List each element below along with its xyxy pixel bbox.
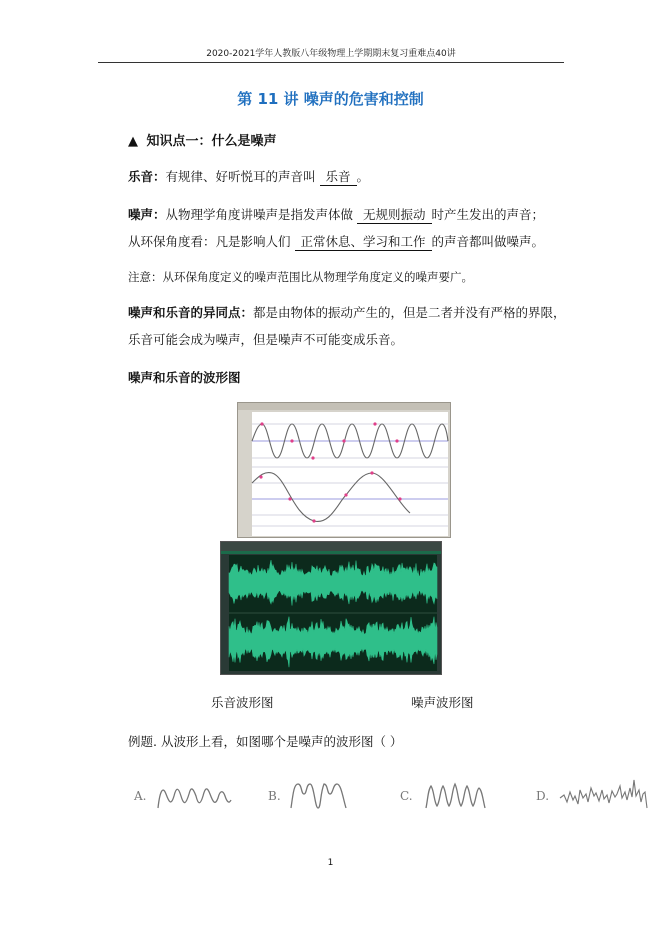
header-rule [98,62,564,63]
waveform-heading: 噪声和乐音的波形图 [128,370,241,385]
answer-options [128,768,648,820]
option-c-wave [426,784,485,808]
music-blank: 乐音 [320,169,357,186]
music-definition [128,163,568,190]
option-a-wave [158,789,231,808]
option-d-wave [560,780,647,808]
similarity-term: 噪声和乐音的异同点： [128,305,254,320]
music-def-end: 。 [356,169,370,184]
option-b-wave [291,784,346,808]
option-b-label: B. [268,789,281,803]
similarity-paragraph [128,299,568,353]
triangle-marker-icon: ▲ [128,134,138,149]
noise-blank-1: 无规则振动 [357,207,432,224]
option-a-label: A. [134,789,147,803]
option-c-label: C. [400,789,413,803]
music-def-text: 有规律、好听悦耳的声音叫 [165,169,316,184]
note-text: 注意：从环保角度定义的噪声范围比从物理学角度定义的噪声要广。 [128,270,473,284]
noise-line1-pre: 从物理学角度讲噪声是指发声体做 [165,207,354,222]
option-d-label: D. [536,789,550,803]
noise-line1-post: 时产生发出的声音； [431,207,545,222]
page-number: 1 [327,858,334,868]
similarity-text: 都是由物体的振动产生的，但是二者并没有严格的界限，乐音可能会成为噪声，但是噪声不可能变成乐音。 [128,305,566,347]
lecture-title: 第 11 讲 噪声的危害和控制 [237,90,424,108]
noise-caption: 噪声波形图 [411,695,474,710]
example-question: 例题. 从波形上看，如图哪个是噪声的波形图（ ） [128,734,403,749]
section-heading [128,130,277,149]
noise-waveform-figure [220,541,442,675]
music-term: 乐音： [128,169,166,184]
noise-line2-pre: 从环保角度看：凡是影响人们 [128,234,291,249]
noise-line2-post: 的声音都叫做噪声。 [431,234,545,249]
section-heading-text: 知识点一：什么是噪声 [146,134,277,149]
noise-waveform-svg [221,542,441,674]
page-header: 2020-2021学年人教版八年级物理上学期期末复习重难点40讲 [206,49,456,59]
music-caption: 乐音波形图 [211,695,274,710]
music-waveform-figure [237,402,451,538]
noise-term: 噪声： [128,207,166,222]
music-waveform-svg [238,403,450,537]
noise-definition [128,201,568,255]
noise-blank-2: 正常休息、学习和工作 [295,234,432,251]
